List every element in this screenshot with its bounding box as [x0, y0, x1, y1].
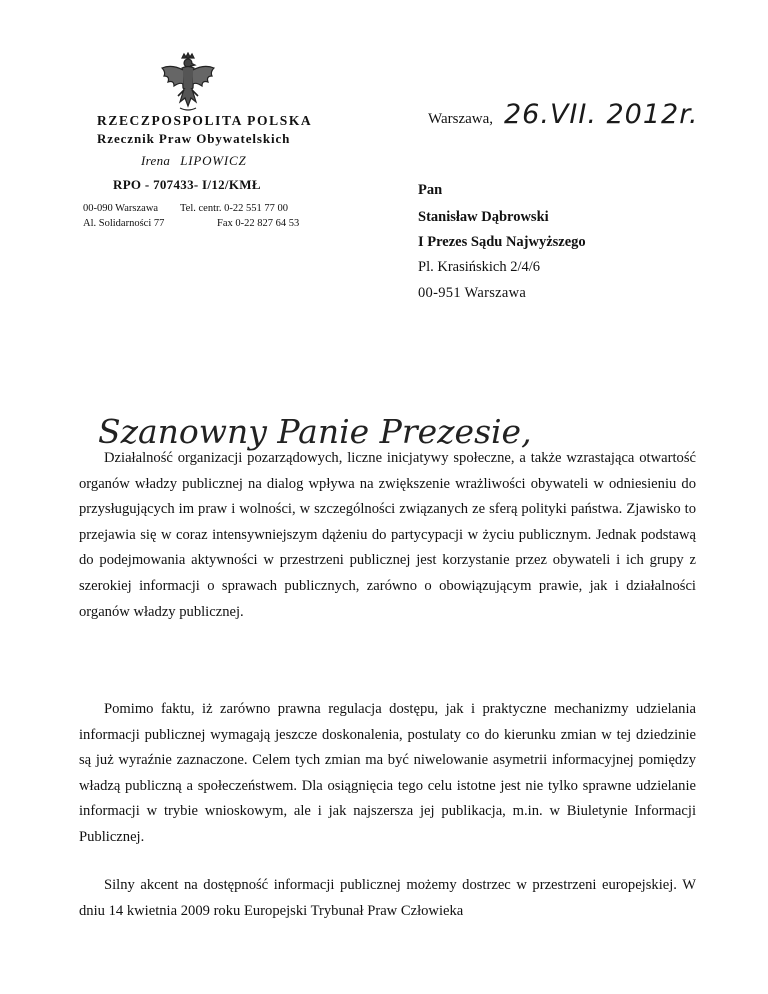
- date-city: Warszawa,: [428, 111, 494, 127]
- sender-name: [141, 153, 247, 169]
- phone-number: Tel. centr. 0-22 551 77 00: [180, 203, 289, 214]
- handwritten-salutation: Szanowny Panie Prezesie,: [98, 412, 532, 451]
- body-paragraph-3: Silny akcent na dostępność informacji publicznej możemy dostrzec w przestrzeni europejskiej. W dniu 14 kwietnia 2009 roku Europejski Trybunał Praw Człowieka: [79, 877, 696, 919]
- recipient-street: Pl. Krasińskich 2/4/6: [418, 259, 541, 275]
- recipient-position: I Prezes Sądu Najwyższego: [418, 234, 586, 250]
- recipient-title: Pan: [418, 182, 443, 198]
- organization-name: RZECZPOSPOLITA POLSKA: [97, 113, 313, 128]
- recipient-city: 00-951 Warszawa: [418, 285, 527, 301]
- recipient-name: Stanisław Dąbrowski: [418, 209, 549, 225]
- institution-name: Rzecznik Praw Obywatelskich: [97, 131, 291, 146]
- sender-first-name: Irena: [141, 153, 171, 168]
- body-paragraph-2: Pomimo faktu, iż zarówno prawna regulacja dostępu, jak i praktyczne mechanizmy udzielania informacji publicznej wymagają jeszcze doskonalenia, postulaty co do kierunku zmian w tej dziedzinie są już wyraźnie zaznaczone. Celem tych zmian ma być niwelowanie asymetrii informacyjnej pomiędzy władzą publiczną a społeczeństwem. Dla osiągnięcia tego celu istotne jest nie tylko sprawne udzielanie informacji w trybie wnioskowym, ale i jak najszersza jej publikacja, m.in. w Biuletynie Informacji Publicznej.: [79, 701, 696, 845]
- fax-number: Fax 0-22 827 64 53: [217, 218, 300, 229]
- sender-last-name: LIPOWICZ: [180, 153, 247, 168]
- address-street: Al. Solidarności 77: [83, 218, 165, 229]
- body-paragraph-1: Działalność organizacji pozarządowych, liczne inicjatywy społeczne, a także wzrastająca otwartość organów władzy publicznej na dialog wpływa na zwiększenie wrażliwości obywateli w odniesieniu do przysługujących im praw i wolności, w szczególności związanych ze sferą polityki państwa. Zjawisko to przejawia się w coraz intensywniejszym dążeniu do partycypacji w życiu publicznym. Jednak podstawą do podejmowania aktywności w przestrzeni publicznej jest korzystanie przez obywateli i ich grupy z szerokiej informacji o sprawach publicznych, zarówno o obowiązującym prawie, jak i działalności organów władzy publicznej.: [79, 450, 696, 620]
- handwritten-date: 26.VII. 2012r.: [504, 99, 699, 130]
- polish-eagle-emblem-icon: [158, 52, 218, 116]
- reference-number: RPO - 707433- I/12/KMŁ: [113, 177, 261, 192]
- address-city: 00-090 Warszawa: [83, 203, 159, 214]
